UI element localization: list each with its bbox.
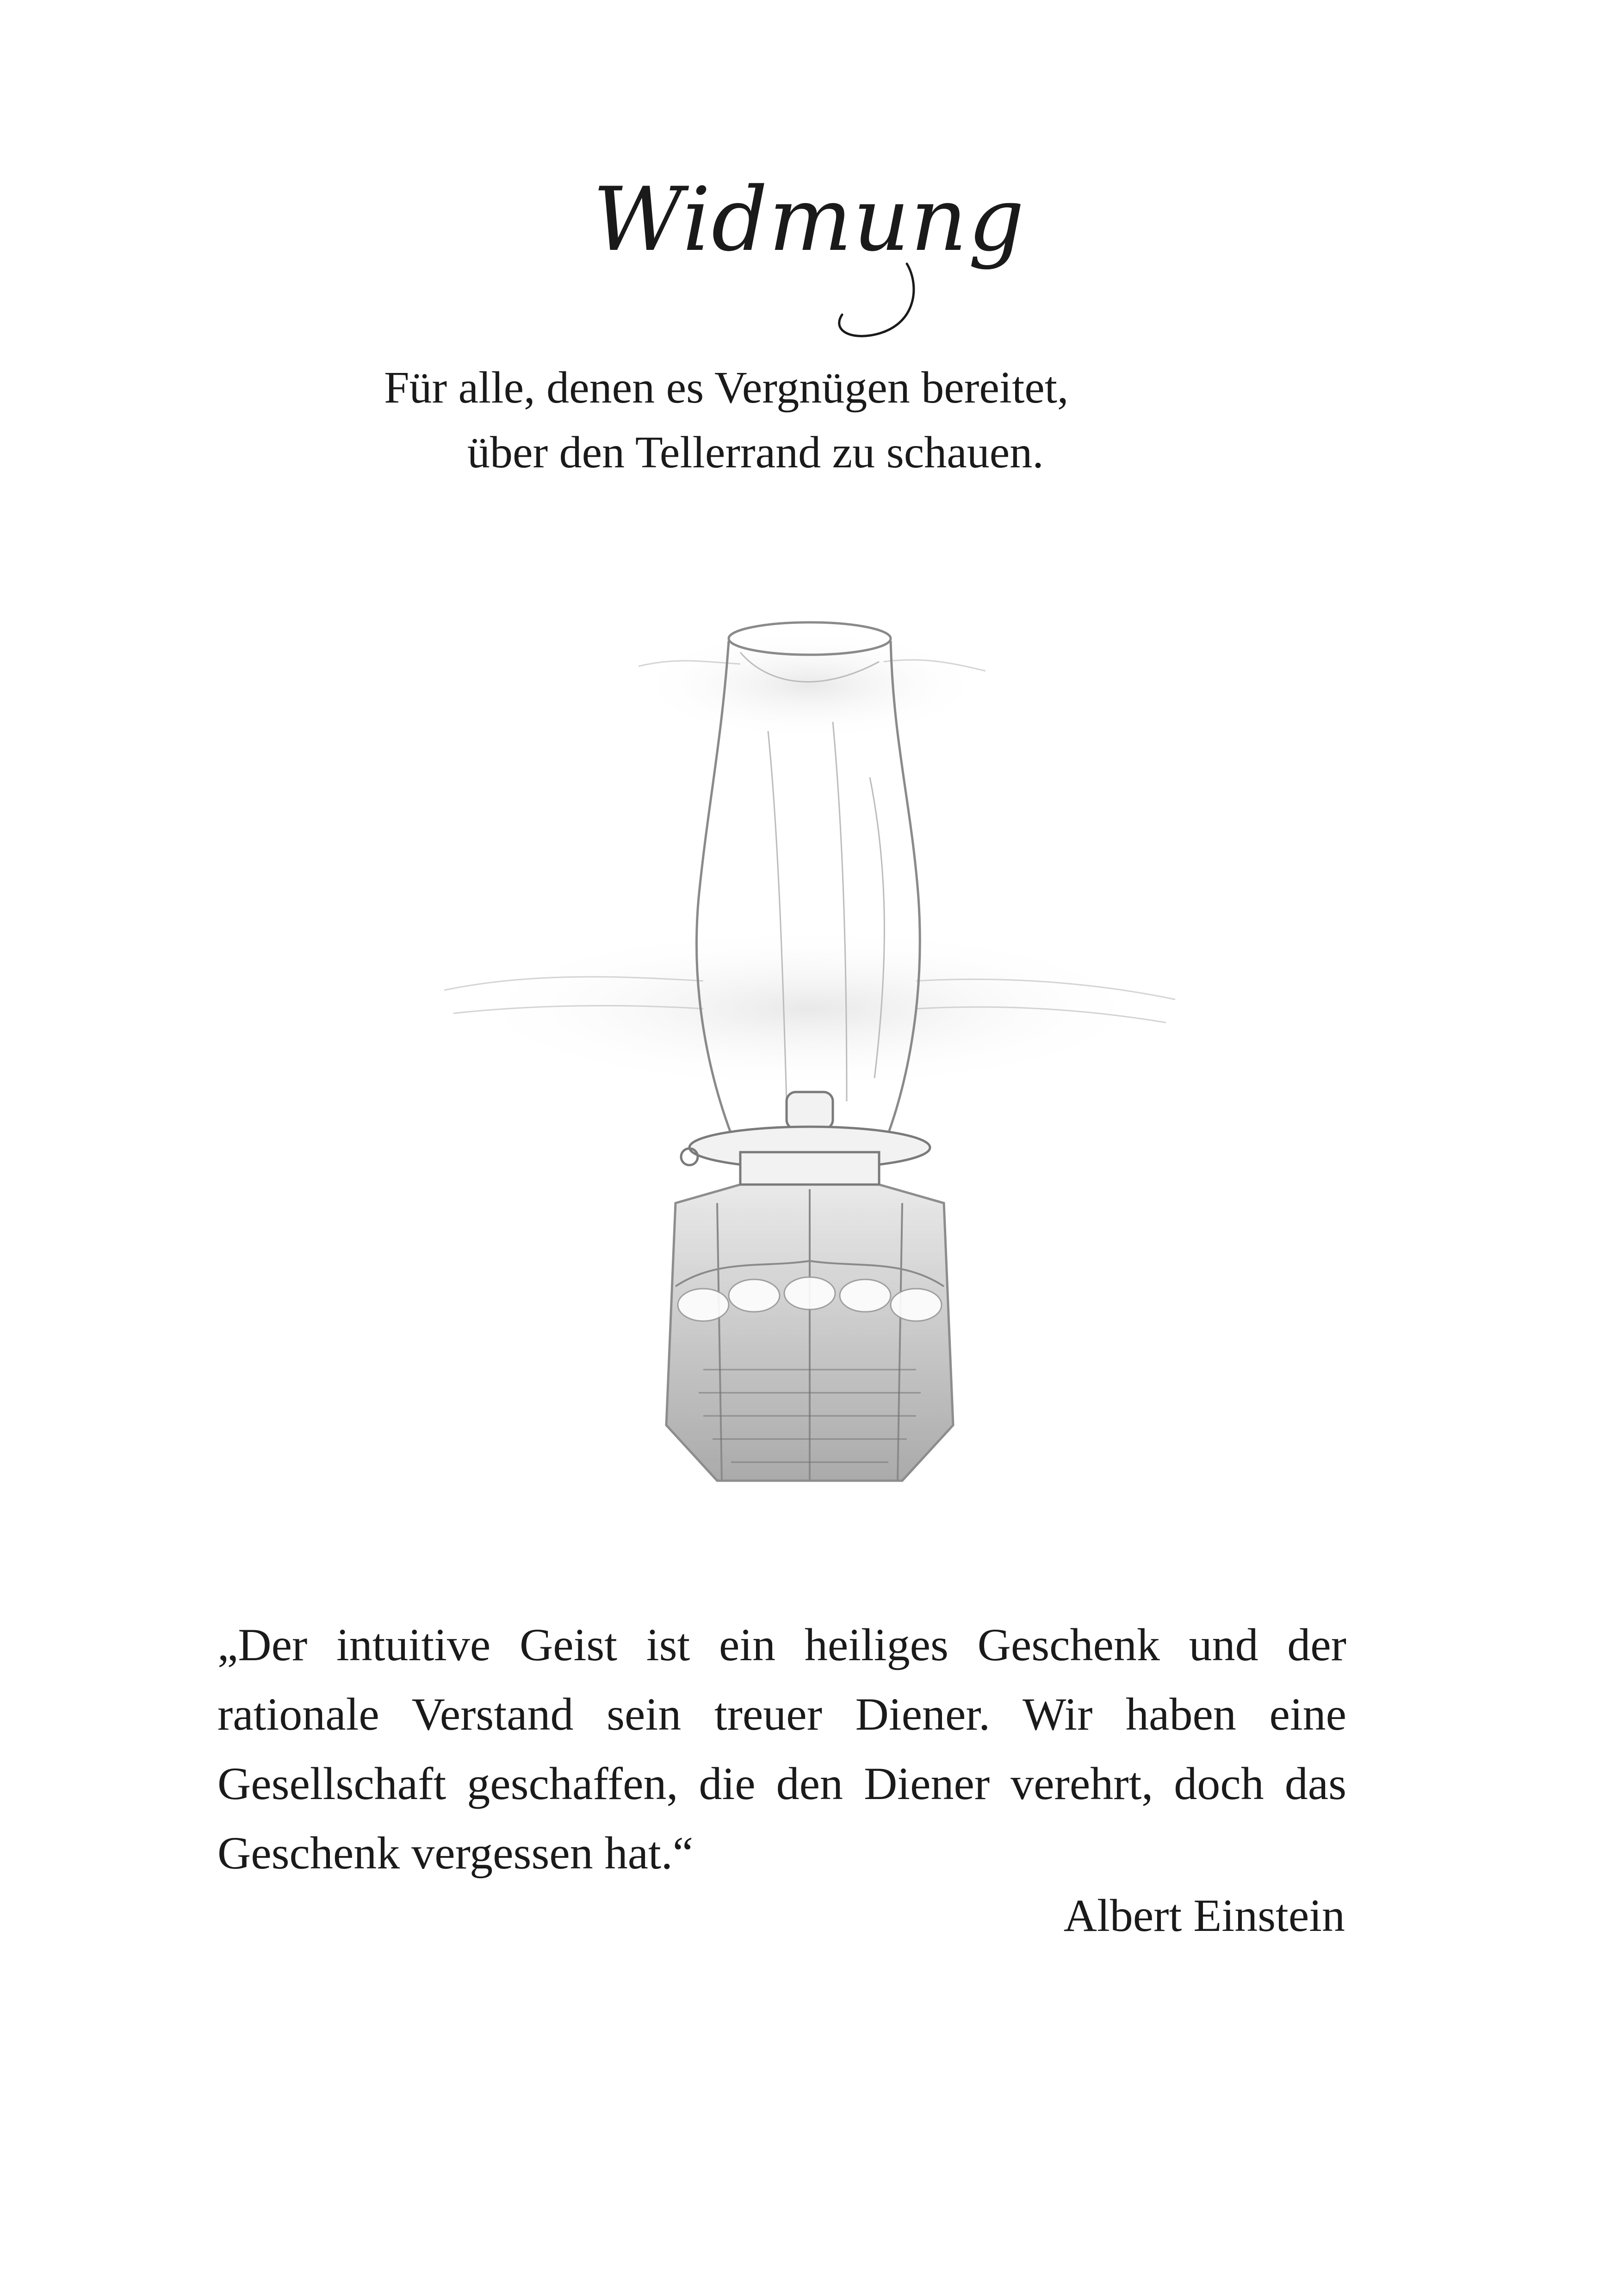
- dedication-line-1: Für alle, denen es Vergnügen bereitet,: [384, 363, 1069, 413]
- oil-lamp-icon: [416, 546, 1203, 1564]
- quote-author: Albert Einstein: [1063, 1890, 1345, 1941]
- dedication-line-2: über den Tellerrand zu schauen.: [467, 428, 1044, 478]
- title-flourish-icon: [814, 259, 935, 342]
- page-title: Widmung: [593, 168, 1025, 271]
- einstein-quote: „Der intuitive Geist ist ein heiliges Geschenk und der rationale Verstand sein treuer Diener. Wir haben eine Gesellschaft geschaffen, die den Diener verehrt, doch das Geschenk vergessen hat.“: [217, 1619, 1346, 1879]
